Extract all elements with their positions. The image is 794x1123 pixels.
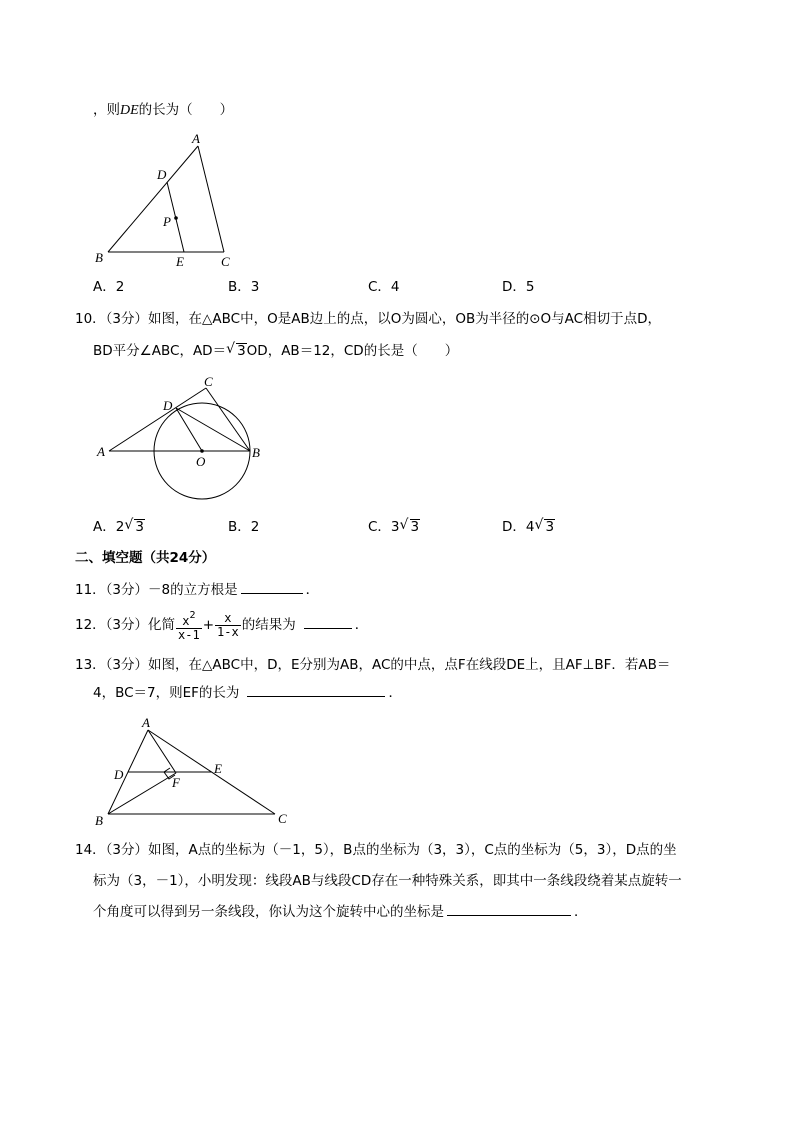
q12-frac1-num <box>176 609 202 629</box>
q10-option-a-sqrt <box>124 518 145 536</box>
q10-sqrt-arg: 3 <box>237 343 246 359</box>
q9-tail-prefix: ，则 <box>93 102 120 118</box>
q10-label-d: D <box>163 398 173 413</box>
q9-option-b: B．3 <box>228 279 260 295</box>
q13-end: ． <box>388 685 402 701</box>
q10-label-o: O <box>196 454 206 469</box>
q10-point-o <box>200 449 204 453</box>
q10-line1: 10．（3分）如图，在△ABC中，O是AB边上的点，以O为圆心，OB为半径的⊙O与AC相切于点D， <box>75 311 661 327</box>
q13-figure <box>90 713 300 829</box>
q10-line-cb <box>206 388 250 451</box>
q12-frac2-den: 1-x <box>217 624 239 639</box>
q9-point-p <box>174 216 178 220</box>
q10-option-c <box>368 518 420 536</box>
q10-sqrt <box>226 342 247 360</box>
q12-suffix: 的结果为 <box>241 617 296 633</box>
q12-plus: + <box>202 617 215 633</box>
section-title: 二、填空题（共24分） <box>75 550 216 566</box>
q13-label-e: E <box>214 761 222 776</box>
q9-tail-var: DE <box>120 103 139 118</box>
radical-icon: √ <box>124 517 134 533</box>
q14-line1: 14．（3分）如图，A点的坐标为（－1，5），B点的坐标为（3，3），C点的坐标为（5，3），D点的坐 <box>75 842 677 858</box>
q10-option-a <box>93 518 145 536</box>
q13-label-d: D <box>114 767 124 782</box>
q13-label-f: F <box>172 775 180 790</box>
q9-figure <box>88 128 248 270</box>
q13-line2-text: 4，BC＝7，则EF的长为 <box>93 685 240 701</box>
q10-option-c-arg: 3 <box>410 519 420 535</box>
q9-tail <box>93 101 233 120</box>
q13-label-b: B <box>95 813 103 828</box>
q10-option-d-prefix: D．4 <box>502 519 535 535</box>
q9-option-d: D．5 <box>502 279 535 295</box>
q10-option-a-arg: 3 <box>135 519 144 535</box>
q10-option-a-prefix: A．2 <box>93 519 125 535</box>
q10-label-b: B <box>252 445 260 460</box>
q12-prefix: 12．（3分）化简 <box>75 617 176 633</box>
q9-label-d: D <box>157 167 167 182</box>
q12-frac1-num-text: x <box>182 613 190 628</box>
q13-label-a: A <box>142 715 150 730</box>
q13-line1: 13．（3分）如图，在△ABC中，D，E分别为AB，AC的中点，点F在线段DE上，且AF⊥BF．若AB＝ <box>75 657 671 673</box>
q12 <box>75 608 368 642</box>
q10-option-d-arg: 3 <box>545 519 555 535</box>
q13-answer-blank[interactable] <box>247 684 385 697</box>
q10-label-c: C <box>204 374 213 389</box>
radical-icon: √ <box>226 341 235 357</box>
q11-end: ． <box>305 582 320 598</box>
q14-line3-text: 个角度可以得到另一条线段，你认为这个旋转中心的坐标是 <box>93 904 444 920</box>
q10-figure <box>92 370 272 504</box>
q12-frac1-den: x-1 <box>178 627 200 642</box>
q10-option-c-prefix: C．3 <box>368 519 400 535</box>
q11 <box>75 581 319 599</box>
q12-frac1-sup: 2 <box>189 609 196 621</box>
q12-end: ． <box>354 617 369 633</box>
q9-label-b: B <box>95 250 103 265</box>
q10-line2-b: OD，AB＝12，CD的长是（ ） <box>246 343 459 359</box>
q9-label-a: A <box>192 131 200 146</box>
q9-tail-suffix: 的长为（ ） <box>138 102 234 118</box>
q9-label-c: C <box>221 254 230 269</box>
q9-line-ac <box>198 146 224 252</box>
q10-option-b: B．2 <box>228 519 260 535</box>
q9-label-p: P <box>163 214 171 229</box>
q10-line2-a: BD平分∠ABC，AD＝ <box>93 343 227 359</box>
q14-answer-blank[interactable] <box>447 903 571 916</box>
q10-line-do <box>176 408 202 451</box>
q9-option-a: A．2 <box>93 279 125 295</box>
radical-icon: √ <box>534 517 544 533</box>
q14-line3 <box>93 903 588 921</box>
q10-option-c-sqrt <box>400 518 421 536</box>
q10-line-db <box>176 408 250 451</box>
q11-text: 11．（3分）－8的立方根是 <box>75 582 238 598</box>
q10-line-ac <box>109 388 206 451</box>
q10-option-d-sqrt <box>534 518 555 536</box>
q12-frac2-num: x <box>215 612 241 626</box>
radical-icon: √ <box>399 517 409 533</box>
q14-end: ． <box>574 904 588 920</box>
q13-label-c: C <box>278 811 287 826</box>
q11-answer-blank[interactable] <box>241 581 303 594</box>
q9-option-c: C．4 <box>368 279 400 295</box>
q9-label-e: E <box>176 254 184 269</box>
q12-answer-blank[interactable] <box>304 616 352 629</box>
q10-label-a: A <box>97 444 105 459</box>
q10-option-d <box>502 518 555 536</box>
q13-line-af <box>148 730 176 773</box>
q10-line2 <box>93 342 458 360</box>
q14-line2: 标为（3，－1），小明发现：线段AB与线段CD存在一种特殊关系，即其中一条线段绕着某点旋转一 <box>93 873 682 889</box>
q9-line-ba <box>108 146 198 252</box>
q12-fraction-2 <box>215 612 241 639</box>
q12-fraction-1 <box>176 609 202 642</box>
q13-line2 <box>93 684 402 702</box>
